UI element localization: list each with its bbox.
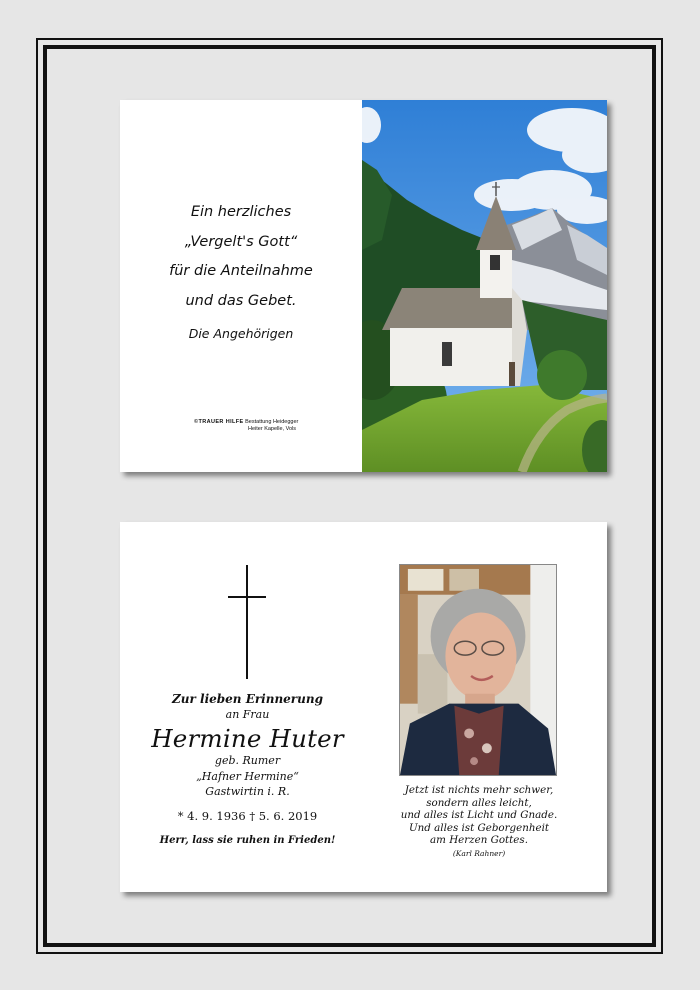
birth-name: geb. Rumer	[214, 754, 281, 767]
thank-you-text	[120, 198, 362, 341]
quote-line-2: sondern alles leicht,	[426, 796, 532, 809]
memorial-card	[120, 522, 607, 892]
thank-you-card	[120, 100, 607, 472]
chapel-landscape-image	[362, 100, 607, 472]
quote-block	[378, 784, 580, 858]
quote-line-3: und alles ist Licht und Gnade.	[400, 809, 558, 821]
life-dates: * 4. 9. 1936 † 5. 6. 2019	[177, 808, 318, 823]
thanks-line-3: für die Anteilnahme	[169, 263, 313, 279]
portrait-photo	[399, 564, 557, 776]
logo-brand: ©TRAUER HILFE	[194, 419, 244, 425]
logo-company: Bestattung Heidegger	[245, 419, 299, 425]
occupation: Gastwirtin i. R.	[205, 785, 290, 798]
thanks-line-4: und das Gebet.	[185, 292, 297, 309]
quote-author: (Karl Rahner)	[452, 848, 506, 858]
logo-address: Heiter Kapelle, Vols	[248, 426, 296, 432]
signature: Die Angehörigen	[188, 326, 294, 341]
nickname: „Hafner Hermine“	[196, 769, 299, 783]
quote-line-1: Jetzt ist nichts mehr schwer,	[404, 784, 554, 796]
deceased-name: Hermine Huter	[151, 724, 344, 753]
thanks-line-1: Ein herzliches	[190, 204, 292, 220]
salutation: an Frau	[225, 708, 270, 721]
memorial-title: Zur lieben Erinnerung	[172, 692, 323, 706]
cross-icon	[228, 565, 266, 679]
prayer-line: Herr, lass sie ruhen in Frieden!	[159, 834, 336, 846]
funeral-home-logo	[194, 419, 298, 432]
memorial-text	[140, 692, 355, 846]
quote-line-4: Und alles ist Geborgenheit	[408, 821, 550, 834]
quote-line-5: am Herzen Gottes.	[430, 834, 528, 846]
thanks-line-2: „Vergelt's Gott“	[184, 233, 298, 250]
